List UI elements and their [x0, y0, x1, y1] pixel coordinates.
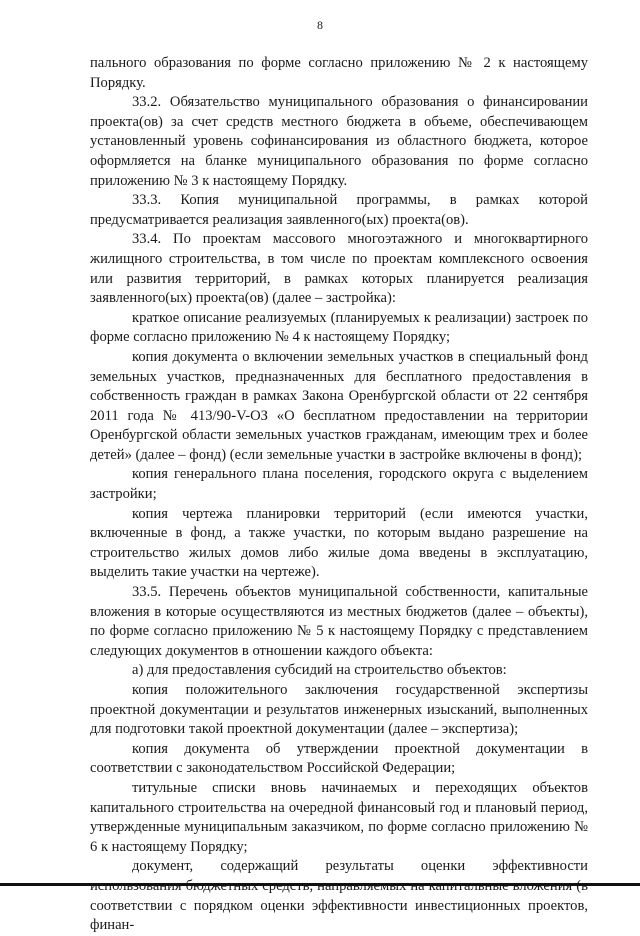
paragraph-9: 33.5. Перечень объектов муниципальной собственности, капитальные вложения в которые осуществляются из местных бюджетов (далее – объекты), по форме согласно приложению № 5 к настоящему Порядку с представлением следующих документов в отношении каждого объекта:: [90, 584, 588, 659]
paragraph-14: документ, содержащий результаты оценки эффективности соответствии с порядком оценки эффективности инвестиционных проектов, финан-: [90, 858, 588, 934]
paragraph-7: копия генерального плана поселения, городского округа с выделением застройки;: [90, 466, 588, 503]
paragraph-5: краткое описание реализуемых (планируемых к реализации) застроек по форме согласно приложению № 4 к настоящему Порядку;: [90, 309, 588, 346]
paragraph-2: 33.2. Обязательство муниципального образования о финансировании проекта(ов) за счет средств местного бюджета в объеме, обеспечивающем установленный уровень софинансирования из областного бюджета, которое оформляется на бланке муниципального образования по форме согласно приложению № 3 к настоящему Порядку.: [90, 94, 588, 189]
page-number: 8: [317, 18, 323, 32]
document-body: [90, 54, 588, 936]
paragraph-12: копия документа об утверждении проектной документации в соответствии с законодательством Российской Федерации;: [90, 740, 588, 777]
paragraph-10: а) для предоставления субсидий на строительство объектов:: [132, 662, 507, 679]
paragraph-3: 33.3. Копия муниципальной программы, в рамках которой предусматривается реализация заявленного(ых) проекта(ов).: [90, 192, 588, 228]
paragraph-6: копия документа о включении земельных участков в специальный фонд земельных участков, предназначенных для бесплатного предоставления в собственность граждан в рамках Закона Оренбургской области от 22 сентября 2011 года № 413/90-V-ОЗ «О бесплатном предоставлении на территории Оренбургской области земельных участков гражданам, имеющим трех и более детей» (далее – фонд) (если земельные участки в застройке включены в фонд);: [90, 348, 588, 463]
paragraph-13: титульные списки вновь начинаемых и переходящих объектов капитального строительства на очередной финансовый год и плановый период, утвержденные муниципальным заказчиком, по форме согласно приложению № 6 к настоящему Порядку;: [90, 779, 588, 855]
paragraph-1: пального образования по форме согласно приложению № 2 к настоящему Порядку.: [90, 55, 588, 91]
page-bottom-rule: [0, 883, 640, 886]
paragraph-11: копия положительного заключения государственной экспертизы проектной документации и результатов инженерных изысканий, выполненных для подготовки такой проектной документации (далее – экспертиза);: [90, 682, 588, 738]
paragraph-4: 33.4. По проектам массового многоэтажного и многоквартирного жилищного строительства, в том числе по проектам комплексного освоения или развития территорий, в рамках которых планируется реализация заявленного(ых) проекта(ов) (далее – застройка):: [90, 231, 588, 307]
paragraph-8: копия чертежа планировки территорий (если имеются участки, включенные в фонд, а также участки, по которым выдано разрешение на строительство жилых домов либо жилые дома введены в эксплуатацию, выделить такие участки на чертеже).: [90, 505, 588, 581]
